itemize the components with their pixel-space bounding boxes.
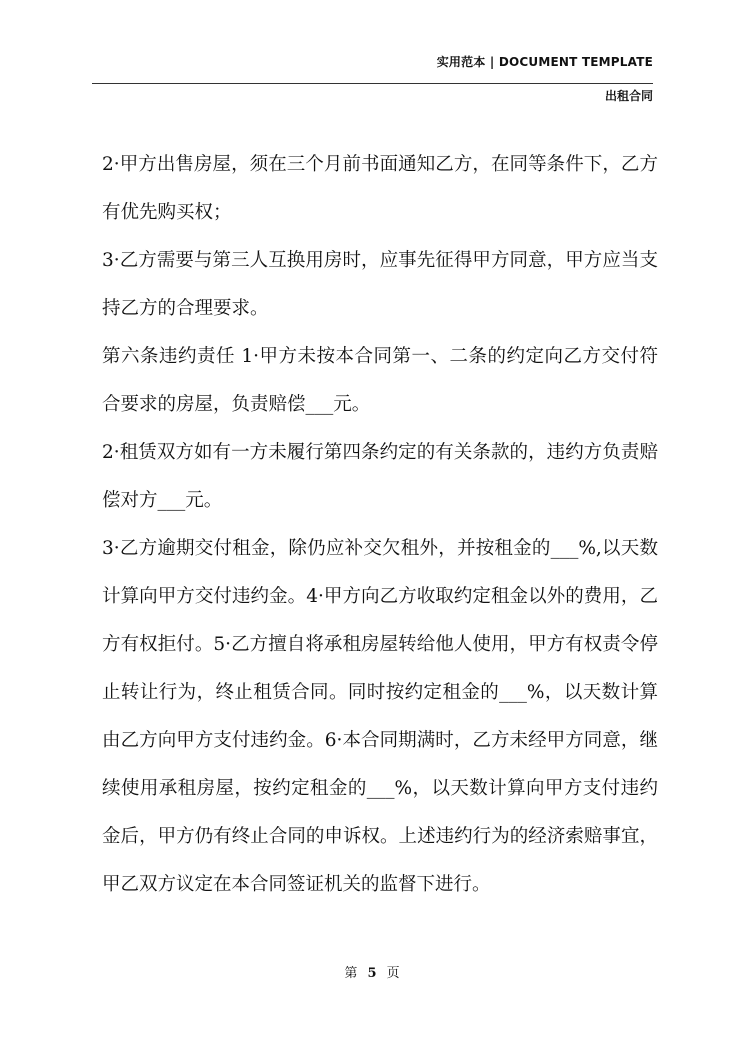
page-prefix: 第 xyxy=(344,966,358,981)
paragraph-liability-clauses-3-6: 3·乙方逾期交付租金，除仍应补交欠租外，并按租金的___%,以天数计算向甲方交付违约金。4·甲方向乙方收取约定租金以外的费用，乙方有权拒付。5·乙方擅自将承租房屋转给他人使用，甲方有权责令停止转让行为，终止租赁合同。同时按约定租金的___%，以天数计算由乙方向甲方支付违约金。6·本合同期满时，乙方未经甲方同意，继续使用承租房屋，按约定租金的___%，以天数计算向甲方支付违约金后，甲方仍有终止合同的申诉权。上述违约行为的经济索赔事宜，甲乙双方议定在本合同签证机关的监督下进行。 xyxy=(102,538,658,895)
document-template-brand: 实用范本 | DOCUMENT TEMPLATE xyxy=(436,55,653,69)
page-number: 5 xyxy=(367,966,377,981)
page-header xyxy=(0,0,744,110)
document-body xyxy=(102,141,658,909)
document-subtitle: 出租合同 xyxy=(604,89,653,103)
header-divider xyxy=(92,83,653,84)
paragraph-liability-clause-2: 2·租赁双方如有一方未履行第四条约定的有关条款的，违约方负责赔偿对方___元。 xyxy=(102,442,658,511)
page-suffix: 页 xyxy=(386,966,400,981)
paragraph-clause-2-sale-notice: 2·甲方出售房屋，须在三个月前书面通知乙方，在同等条件下，乙方有优先购买权； xyxy=(102,154,658,223)
paragraph-clause-3-exchange: 3·乙方需要与第三人互换用房时，应事先征得甲方同意，甲方应当支持乙方的合理要求。 xyxy=(102,250,658,319)
paragraph-article-6-liability: 第六条违约责任 1·甲方未按本合同第一、二条的约定向乙方交付符合要求的房屋，负责赔偿___元。 xyxy=(102,346,658,415)
page-footer xyxy=(0,962,744,981)
